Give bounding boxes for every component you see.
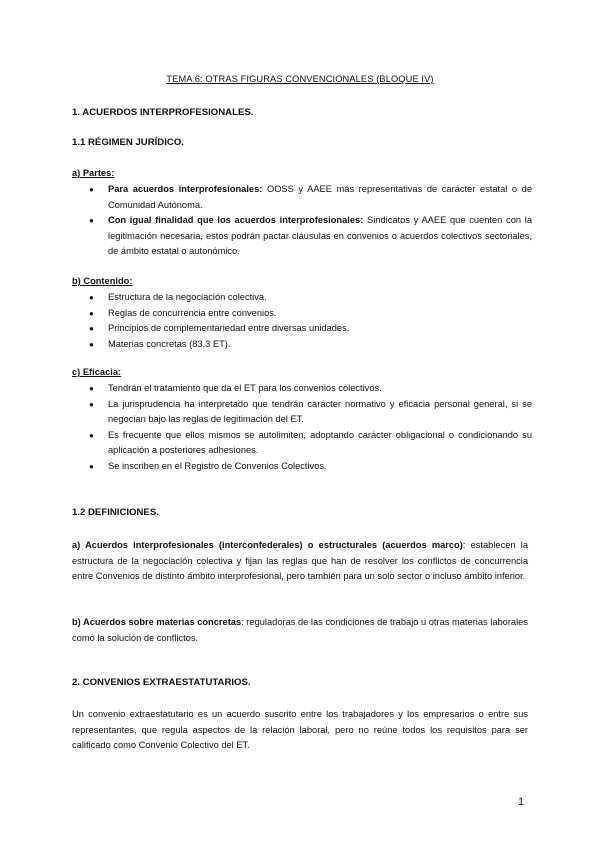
contenido-list [72, 290, 532, 352]
bullet-icon: ● [89, 430, 94, 440]
definition-a-term: a) Acuerdos interprofesionales (interconfederales) o estructurales (acuerdos marco) [72, 540, 463, 550]
section-1-2-heading: 1.2 DEFINICIONES. [72, 507, 159, 518]
section-2-paragraph: Un convenio extraestatutario es un acuerdo suscrito entre los trabajadores y los empresarios o entre sus representantes, que regula aspectos de la relación laboral, pero no reúne todos los requisitos para ser calificado como Convenio Colectivo del ET. [72, 709, 528, 751]
eficacia-label: c) Eficacia: [72, 367, 122, 377]
bullet-icon: ● [89, 324, 94, 333]
list-item [72, 213, 532, 260]
list-item: ● Estructura de la negociación colectiva. [72, 290, 532, 306]
item-bold-label: Con igual finalidad que los acuerdos interprofesionales: [108, 215, 364, 225]
definition-a-text: : establecen la estructura de la negociación colectiva y fijan las reglas que han de resolver los conflictos de concurrencia entre Convenios de distinto ámbito interprofesional, pero también para un solo sector o incluso ámbito inferior. [72, 540, 528, 582]
definition-paragraph-b [72, 615, 528, 646]
bullet-icon: ● [89, 384, 94, 393]
document-title: TEMA 6: OTRAS FIGURAS CONVENCIONALES (BLOQUE IV) [166, 74, 434, 84]
item-text: Sindicatos y AAEE que cuenten con la legitimación necesaria, estos podrán pactar cláusulas en convenios o acuerdos colectivos sectoriales, de ámbito estatal o autonómico. [108, 215, 532, 256]
definition-b-term: b) Acuerdos sobre materias concretas [72, 617, 242, 627]
bullet-icon: ● [89, 308, 94, 318]
bullet-icon: ● [89, 339, 94, 349]
bullet-icon: ● [89, 399, 94, 409]
list-item: ● Es frecuente que ellos mismos se autolimiten, adoptando carácter obligacional o condicionando su aplicación a posteriores adhesiones. [89, 429, 532, 455]
list-item: ● Materias concretas (83.3 ET). [72, 337, 532, 353]
contenido-label: b) Contenido: [72, 276, 133, 286]
list-item: ● Se inscriben en el Registro de Convenios Colectivos. [72, 459, 532, 475]
definition-paragraph-a [72, 538, 528, 585]
list-item [72, 182, 532, 213]
list-item: ● Principios de complementariedad entre diversas unidades. [72, 321, 532, 337]
list-item: ● La jurisprudencia ha interpretado que tendrán carácter normativo y eficacia personal general, si se negocian bajo las reglas de legitimación del ET. [89, 398, 532, 424]
eficacia-list [72, 381, 532, 474]
bullet-icon: ● [89, 461, 94, 471]
partes-label: a) Partes: [72, 168, 115, 178]
item-text: OOSS y AAEE más representativas de carácter estatal o de Comunidad Autónoma. [108, 184, 532, 210]
list-item: ● Tendrán el tratamiento que da el ET para los convenios colectivos. [72, 381, 532, 397]
section-1-1-heading: 1.1 RÉGIMEN JURÍDICO. [72, 137, 184, 148]
bullet-icon: ● [89, 216, 94, 225]
item-bold-label: Para acuerdos interprofesionales: [108, 184, 263, 194]
partes-list [72, 182, 532, 260]
section-1-heading: 1. ACUERDOS INTERPROFESIONALES. [72, 107, 254, 118]
page-number: 1 [518, 796, 525, 808]
list-item: ● Reglas de concurrencia entre convenios. [72, 306, 532, 322]
section-2-heading: 2. CONVENIOS EXTRAESTATUTARIOS. [72, 677, 251, 688]
bullet-icon: ● [89, 293, 94, 302]
definition-b-text: : reguladoras de las condiciones de trabajo u otras materias laborales como la solución de conflictos. [72, 617, 528, 643]
bullet-icon: ● [89, 185, 94, 194]
